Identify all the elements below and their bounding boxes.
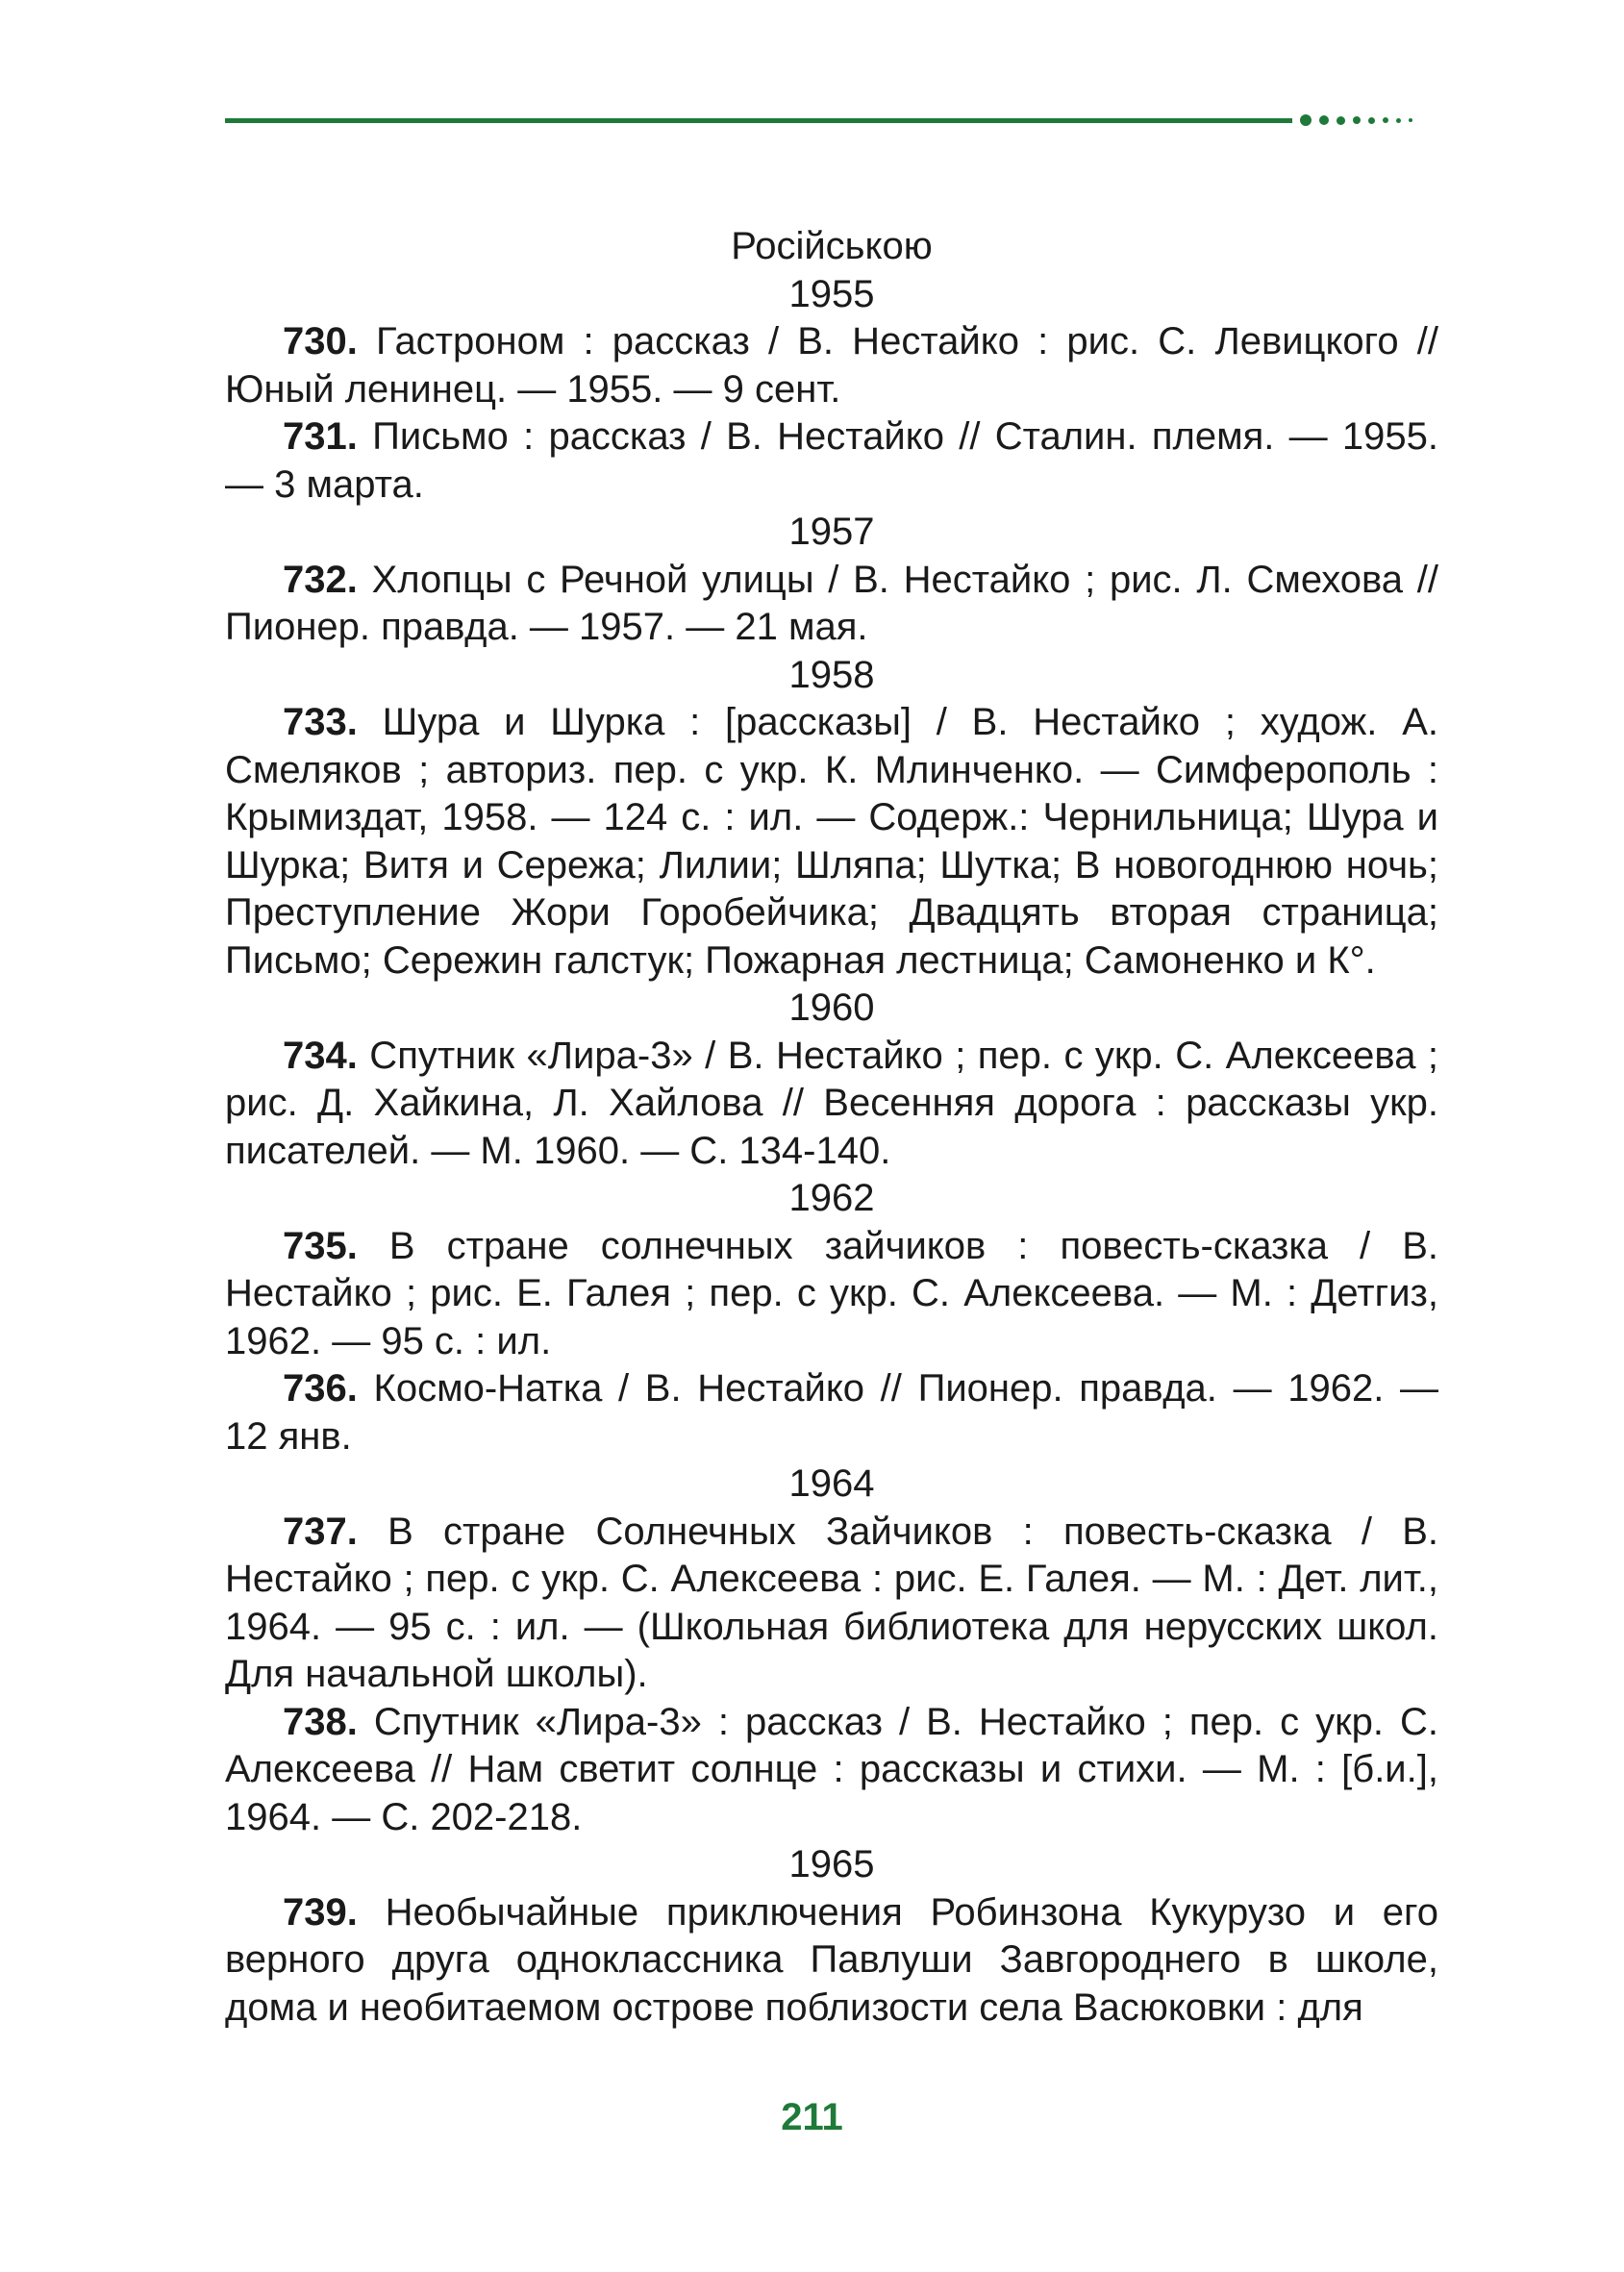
entry-text: Письмо : рассказ / В. Нестайко // Сталин. племя. — 1955. — 3 марта. [225, 415, 1438, 506]
year-heading: 1962 [788, 1177, 875, 1219]
entry-number: 739. [283, 1890, 358, 1934]
entry-text: Хлопцы с Речной улицы / В. Нестайко ; рис. Л. Смехова // Пионер. правда. — 1957. — 21 мая. [225, 558, 1438, 648]
entry-text: Шура и Шурка : [рассказы] / В. Нестайко ; худож. А. Смеляков ; авториз. пер. с укр. К. Млинченко. — Симферополь : Крымиздат, 1958. — 124 с. : ил. — Содерж.: Чернильница; Шура и Шурка; Витя и Сережа; Лилии; Шляпа; Шутка; В новогоднюю ночь; Преступление Жори Горобейчика; Двадцять вторая страница; Письмо; Сережин галстук; Пожарная лестница; Самоненко и К°. [225, 701, 1438, 982]
year-heading: 1955 [788, 272, 875, 315]
entry-text: Спутник «Лира-3» / В. Нестайко ; пер. с укр. С. Алексеева ; рис. Д. Хайкина, Л. Хайлова // Весенняя дорога : рассказы укр. писателей. — М. 1960. — С. 134-140. [225, 1034, 1438, 1172]
dot-decoration [1409, 118, 1412, 122]
bibliography-entry [225, 1365, 1438, 1461]
dot-decoration [1368, 117, 1375, 124]
bibliography-entry [225, 1889, 1438, 2033]
dot-decoration [1337, 116, 1345, 125]
entry-number: 730. [283, 320, 358, 362]
entry-number: 737. [283, 1510, 358, 1553]
entry-number: 735. [283, 1224, 358, 1267]
entry-text: Гастроном : рассказ / В. Нестайко : рис. С. Левицкого // Юный ленинец. — 1955. — 9 сент. [225, 320, 1438, 411]
header-rule [225, 118, 1292, 123]
entry-text: В стране солнечных зайчиков : повесть-сказка / В. Нестайко ; рис. Е. Галея ; пер. с укр. С. Алексеева. — М. : Детгиз, 1962. — 95 с. : ил. [225, 1224, 1438, 1362]
entry-text: Необычайные приключения Робинзона Кукурузо и его верного друга одноклассника Павлуши Завгороднего в школе, дома и необитаемом острове поблизости села Васюковки : для [225, 1890, 1438, 2029]
dot-decoration [1300, 114, 1312, 126]
entry-number: 738. [283, 1700, 358, 1743]
year-heading: 1960 [788, 986, 875, 1029]
bibliography-entry [225, 699, 1438, 985]
section-title: Російською [731, 225, 933, 267]
entry-number: 732. [283, 558, 358, 601]
dot-decoration [1396, 118, 1401, 123]
bibliography-entry [225, 318, 1438, 413]
year-heading: 1958 [788, 653, 875, 696]
entry-number: 733. [283, 701, 358, 743]
page-number: 211 [781, 2096, 843, 2138]
bibliography-entry [225, 413, 1438, 509]
entry-number: 736. [283, 1367, 358, 1410]
year-heading: 1965 [788, 1843, 875, 1885]
dot-decoration [1319, 115, 1329, 125]
entry-text: Спутник «Лира-3» : рассказ / В. Нестайко ; пер. с укр. С. Алексеева // Нам светит солнце : рассказы и стихи. — М. : [б.и.], 1964. — С. 202-218. [225, 1700, 1438, 1838]
entry-text: Космо-Натка / В. Нестайко // Пионер. правда. — 1962. — 12 янв. [225, 1367, 1438, 1458]
bibliography-entry [225, 1223, 1438, 1366]
year-heading: 1957 [788, 511, 875, 553]
year-heading: 1964 [788, 1462, 875, 1505]
dot-decoration [1383, 117, 1388, 123]
bibliography-entry [225, 1699, 1438, 1842]
bibliography-entry [225, 1509, 1438, 1699]
entry-number: 734. [283, 1034, 358, 1077]
bibliography-entry [225, 1033, 1438, 1176]
header-dots [1300, 113, 1420, 127]
bibliography-entry [225, 557, 1438, 652]
bibliography-list [225, 223, 1438, 2032]
dot-decoration [1353, 116, 1361, 124]
entry-text: В стране Солнечных Зайчиков : повесть-сказка / В. Нестайко ; пер. с укр. С. Алексеева : рис. Е. Галея. — М. : Дет. лит., 1964. — 95 с. : ил. — (Школьная библиотека для нерусских школ. Для начальной школы). [225, 1510, 1438, 1695]
entry-number: 731. [283, 415, 358, 458]
